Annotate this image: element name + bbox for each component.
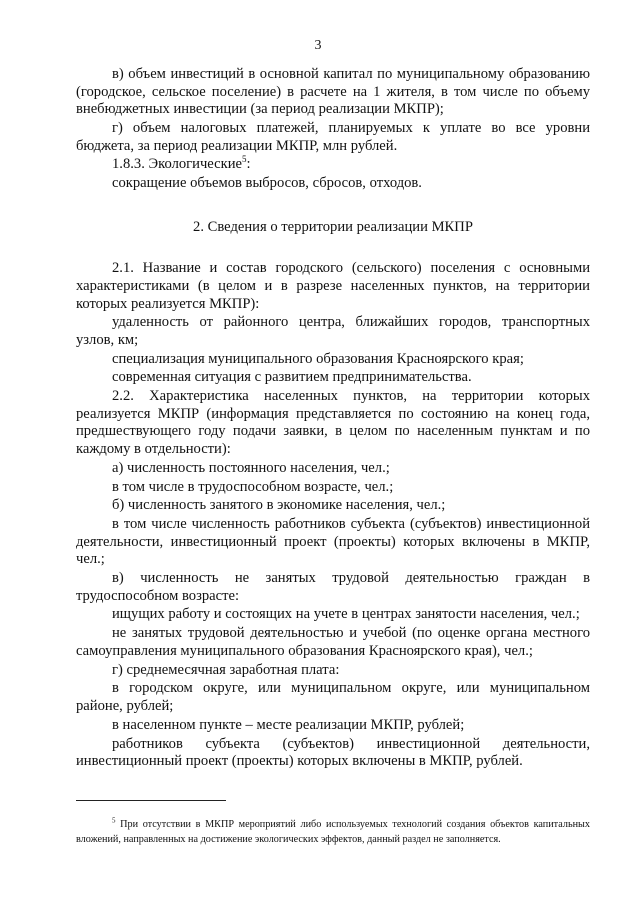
section-paragraph-2-2: 2.2. Характеристика населенных пунктов, на территории которых реализуется МКПР (информация представляется по состоянию на конец года, предшествующего году подачи заявки, в целом по населенным пунктам и по каждому в отдельности): [76,388,590,457]
section-paragraph-investor-workers: в том числе численность работников субъекта (субъектов) инвестиционной деятельности, инвестиционный проект (проекты) которых включены в МКПР, чел.; [76,516,590,568]
footnote-mark: 5 [112,816,116,825]
eco-heading [76,156,590,174]
section-paragraph-salary-settlement: в населенном пункте – месте реализации МКПР, рублей; [112,716,465,733]
eco-heading-suffix: : [246,156,251,173]
paragraph-investments: в) объем инвестиций в основной капитал по муниципальному образованию (городское, сельское поселение) в расчете на 1 жителя, в том числе по объему внебюджетных инвестиции (за период реализации МКПР); [76,66,590,118]
section-paragraph-specialization: специализация муниципального образования Красноярского края; [112,350,524,367]
section-paragraph-employed: б) численность занятого в экономике населения, чел.; [112,497,446,514]
section-paragraph-working-age: в том числе в трудоспособном возрасте, чел.; [112,478,394,495]
footnote-text: При отсутствии в МКПР мероприятий либо используемых технологий создания объектов капитальных вложений, направленных на достижение экологических эффектов, данный раздел не заполняется. [76,819,590,845]
section-paragraph-unemployed: в) численность не занятых трудовой деятельностью граждан в трудоспособном возрасте: [76,570,590,604]
eco-heading-text: 1.8.3. Экологические [112,156,242,173]
eco-item: сокращение объемов выбросов, сбросов, отходов. [112,175,422,192]
section-paragraph-salary-district: в городском округе, или муниципальном округе, или муниципальном районе, рублей; [76,680,590,714]
footnote [76,818,590,847]
section-paragraph-job-seekers: ищущих работу и состоящих на учете в центрах занятости населения, чел.; [112,606,580,623]
section-paragraph-2-1: 2.1. Название и состав городского (сельского) поселения с основными характеристиками (в целом и в разрезе населенных пунктов, на территории которых реализуется МКПР): [76,260,590,312]
section-paragraph-population: а) численность постоянного населения, чел.; [112,459,390,476]
footnote-ref: 5 [241,154,247,165]
section-paragraph-not-working: не занятых трудовой деятельностью и учебой (по оценке органа местного самоуправления муниципального образования Красноярского края), чел.; [76,625,590,659]
page-body [76,66,590,772]
section-title: 2. Сведения о территории реализации МКПР [193,218,473,235]
section-paragraph-business: современная ситуация с развитием предпринимательства. [112,369,472,386]
section-paragraph-salary-investor: работников субъекта (субъектов) инвестиционной деятельности, инвестиционный проект (проекты) которых включены в МКПР, рублей. [76,735,590,770]
footnote-separator [76,800,226,801]
section-paragraph-salary: г) среднемесячная заработная плата: [112,661,340,678]
page-number: 3 [314,38,322,53]
section-paragraph-distance: удаленность от районного центра, ближайших городов, транспортных узлов, км; [76,314,590,348]
paragraph-tax-payments: г) объем налоговых платежей, планируемых к уплате во все уровни бюджета, за период реализации МКПР, млн рублей. [76,119,590,154]
